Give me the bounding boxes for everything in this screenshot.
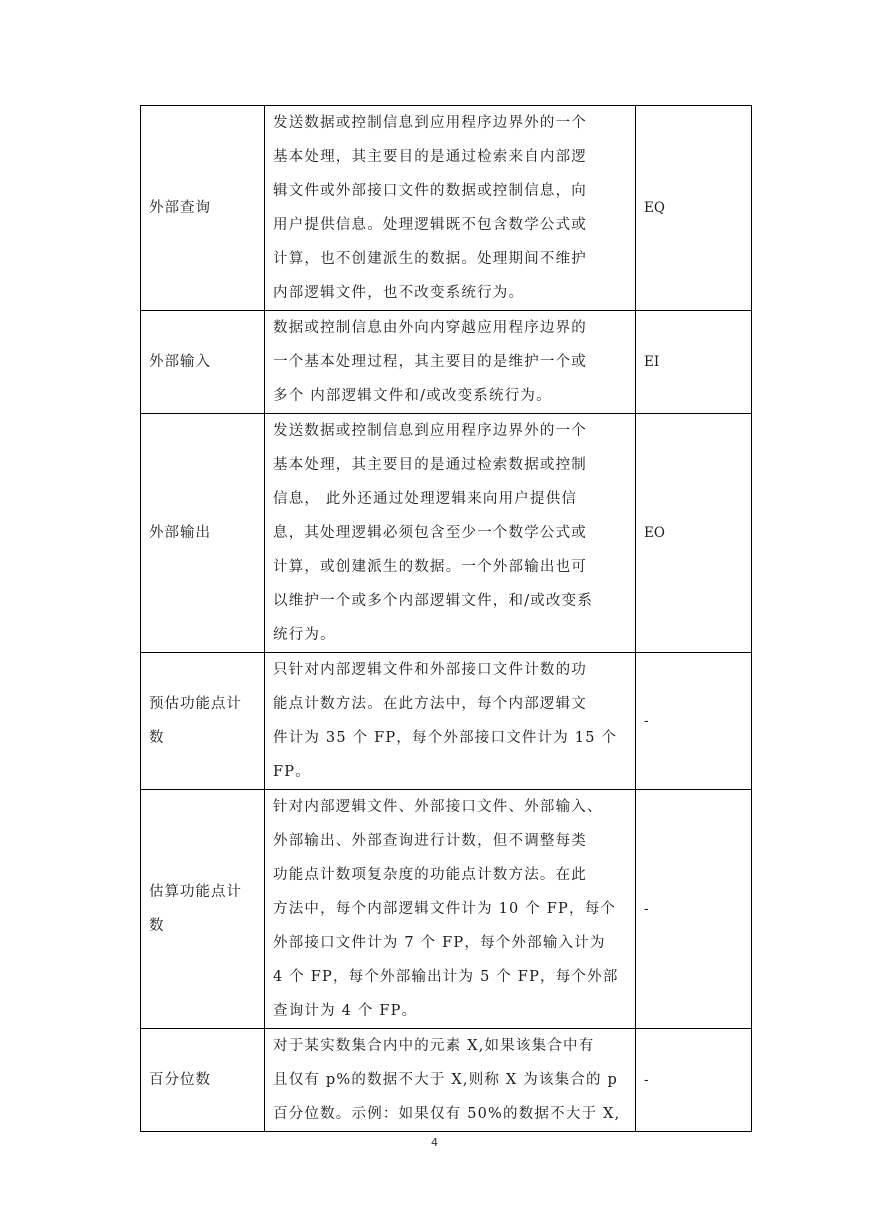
description-cell [265,653,636,790]
term-cell: 外部输出 [141,414,265,653]
term-cell: 百分位数 [141,1029,265,1132]
description-line: 多个 内部逻辑文件和/或改变系统行为。 [273,388,552,404]
description-line: 一个基本处理过程，其主要目的是维护一个或 [273,354,587,370]
table-row [141,790,752,1029]
term-cell: 估算功能点计数 [141,790,265,1029]
description-line: 百分位数。示例：如果仅有 50%的数据不大于 X, [273,1106,621,1122]
description-line: 基本处理，其主要目的是通过检索数据或控制 [273,457,587,473]
term-cell: 外部输入 [141,311,265,414]
terms-table [140,105,752,1132]
page-number: 4 [431,1136,438,1149]
description-line: 数据或控制信息由外向内穿越应用程序边界的 [273,320,587,336]
description-line: 发送数据或控制信息到应用程序边界外的一个 [273,115,587,131]
description-line: 件计为 35 个 FP，每个外部接口文件计为 15 个 [273,730,618,746]
description-line: 针对内部逻辑文件、外部接口文件、外部输入、 [273,799,603,815]
description-line: 辑文件或外部接口文件的数据或控制信息，向 [273,183,587,199]
description-line: 4 个 FP，每个外部输出计为 5 个 FP，每个外部 [273,969,619,985]
table-row [141,106,752,311]
description-cell [265,106,636,311]
table-row [141,653,752,790]
description-line: 统行为。 [273,627,336,643]
description-cell [265,790,636,1029]
abbreviation-cell: EQ [636,106,752,311]
description-line: 只针对内部逻辑文件和外部接口文件计数的功 [273,662,587,678]
description-line: 用户提供信息。处理逻辑既不包含数学公式或 [273,217,587,233]
description-line: 信息， 此外还通过处理逻辑来向用户提供信 [273,491,578,507]
description-line: 息，其处理逻辑必须包含至少一个数学公式或 [273,525,587,541]
description-line: 计算，或创建派生的数据。一个外部输出也可 [273,559,587,575]
abbreviation-cell: EO [636,414,752,653]
terms-table-body [141,106,752,1132]
table-row [141,311,752,414]
description-line: 方法中，每个内部逻辑文件计为 10 个 FP，每个 [273,901,617,917]
description-cell [265,311,636,414]
description-line: 能点计数方法。在此方法中，每个内部逻辑文 [273,696,587,712]
description-line: 且仅有 p%的数据不大于 X,则称 X 为该集合的 p [273,1072,619,1088]
table-row [141,1029,752,1132]
description-line: 查询计为 4 个 FP。 [273,1003,418,1019]
term-cell: 预估功能点计数 [141,653,265,790]
description-line: 外部输出、外部查询进行计数，但不调整每类 [273,833,587,849]
description-cell [265,1029,636,1132]
description-line: 计算，也不创建派生的数据。处理期间不维护 [273,251,587,267]
description-line: 内部逻辑文件，也不改变系统行为。 [273,285,525,301]
table-row [141,414,752,653]
abbreviation-cell: EI [636,311,752,414]
description-cell [265,414,636,653]
abbreviation-cell: - [636,653,752,790]
description-line: 基本处理，其主要目的是通过检索来自内部逻 [273,149,587,165]
description-line: FP。 [273,764,311,780]
description-line: 外部接口文件计为 7 个 FP，每个外部输入计为 [273,935,606,951]
description-line: 发送数据或控制信息到应用程序边界外的一个 [273,423,587,439]
description-line: 以维护一个或多个内部逻辑文件，和/或改变系 [273,593,594,609]
abbreviation-cell: - [636,1029,752,1132]
description-line: 功能点计数项复杂度的功能点计数方法。在此 [273,867,587,883]
abbreviation-cell: - [636,790,752,1029]
term-cell: 外部查询 [141,106,265,311]
description-line: 对于某实数集合内中的元素 X,如果该集合中有 [273,1038,595,1054]
